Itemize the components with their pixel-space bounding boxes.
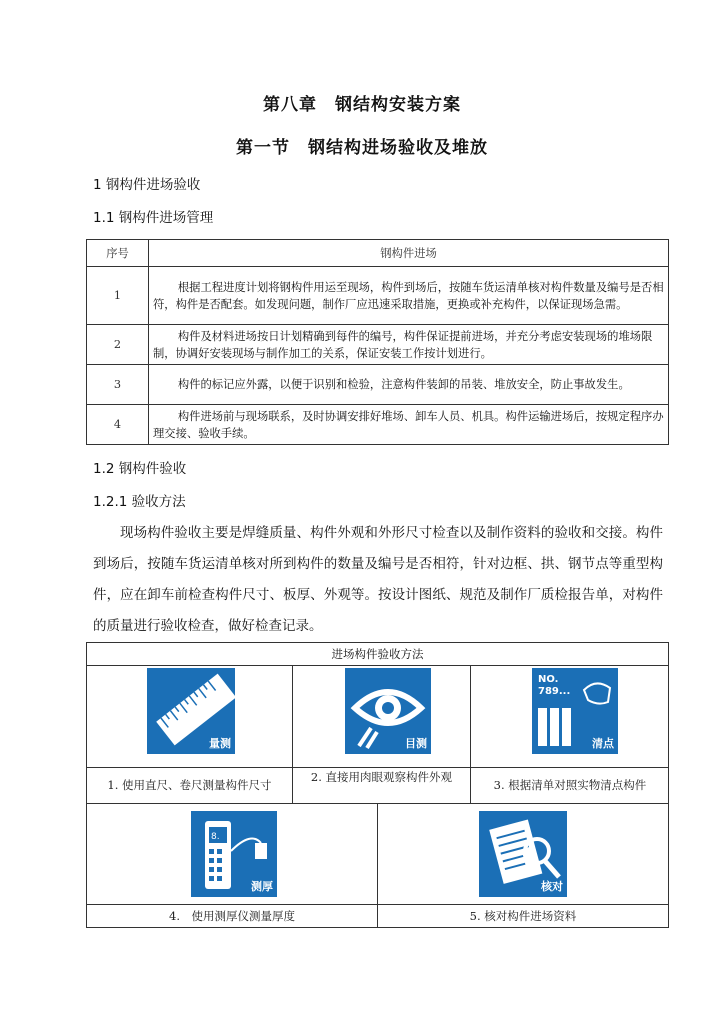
section-title: 第一节 钢结构进场验收及堆放 [236, 138, 488, 158]
heading-1-1: 1.1 钢构件进场管理 [93, 210, 214, 226]
management-table [86, 239, 669, 445]
heading-1: 1 钢构件进场验收 [93, 177, 201, 193]
eye-icon [345, 668, 431, 754]
row-no: 2 [87, 325, 149, 365]
table-row [87, 405, 669, 445]
methods-title: 进场构件验收方法 [87, 643, 668, 666]
document-check-icon [479, 811, 567, 897]
eye-icon-label: 目测 [405, 737, 427, 750]
caption-1: 1. 使用直尺、卷尺测量构件尺寸 [107, 778, 272, 792]
table-header-row [87, 240, 669, 267]
caption-3: 3. 根据清单对照实物清点构件 [493, 778, 647, 792]
ruler-icon [147, 668, 235, 754]
row-text: 构件的标记应外露，以便于识别和检验，注意构件装卸的吊装、堆放安全，防止事故发生。 [149, 365, 669, 405]
svg-text:8.: 8. [211, 832, 220, 842]
row-text: 构件进场前与现场联系，及时协调安排好堆场、卸车人员、机具。构件运输进场后，按规定程序办理交接、验收手续。 [149, 405, 669, 445]
divider [87, 767, 668, 768]
thickness-gauge-icon [191, 811, 277, 897]
inspection-methods-table [86, 642, 669, 928]
divider [292, 665, 293, 803]
body-paragraph: 现场构件验收主要是焊缝质量、构件外观和外形尺寸检查以及制作资料的验收和交接。构件到场后，按随车货运清单核对所到构件的数量及编号是否相符，针对边框、拱、钢节点等重型构件，应在卸车前检查构件尺寸、板厚、外观等。按设计图纸、规范及制作厂质检报告单，对构件的质量进行验收检查，做好检查记录。 [93, 525, 663, 634]
caption-2: 2. 直接用肉眼观察构件外观 [310, 770, 453, 784]
svg-text:789...: 789... [538, 686, 571, 697]
document-check-icon-label: 核对 [541, 880, 563, 893]
header-no: 序号 [87, 240, 149, 267]
chapter-title: 第八章 钢结构安装方案 [263, 95, 461, 115]
table-row [87, 267, 669, 325]
row-text: 根据工程进度计划将钢构件用运至现场，构件到场后，按随车货运清单核对构件数量及编号是否相符，构件是否配套。如发现问题，制作厂应迅速采取措施，更换或补充构件，以保证现场急需。 [149, 267, 669, 325]
caption-5: 5. 核对构件进场资料 [469, 909, 577, 923]
ruler-icon-label: 量测 [209, 737, 231, 750]
caption-4: 4. 使用测厚仪测量厚度 [169, 909, 295, 923]
count-icon [532, 668, 618, 754]
heading-1-2: 1.2 钢构件验收 [93, 461, 187, 477]
table-row [87, 325, 669, 365]
svg-text:NO.: NO. [538, 674, 559, 685]
row-no: 4 [87, 405, 149, 445]
row-no: 1 [87, 267, 149, 325]
count-icon-label: 清点 [592, 737, 614, 750]
row-text: 构件及材料进场按日计划精确到每件的编号，构件保证提前进场，并充分考虑安装现场的堆场限制，协调好安装现场与制作加工的关系，保证安装工作按计划进行。 [149, 325, 669, 365]
table-row [87, 365, 669, 405]
thickness-gauge-icon-label: 测厚 [251, 880, 273, 893]
heading-1-2-1: 1.2.1 验收方法 [93, 494, 186, 510]
row-no: 3 [87, 365, 149, 405]
divider [470, 665, 471, 803]
header-content: 钢构件进场 [149, 240, 669, 267]
